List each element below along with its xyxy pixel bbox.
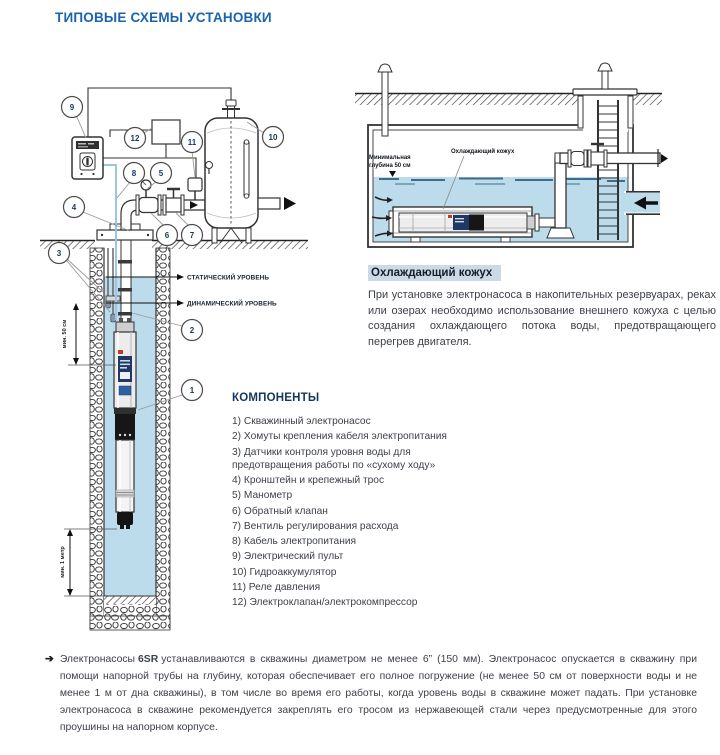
component-item: 9) Электрический пульт [232, 551, 344, 563]
callout-3 [49, 243, 70, 264]
component-item: 11) Реле давления [232, 581, 321, 593]
inlet-pipe [624, 191, 660, 215]
callout-4 [64, 197, 85, 218]
callout-5 [151, 163, 172, 184]
svg-text:12: 12 [130, 134, 140, 143]
shaft-cover [573, 89, 637, 95]
callout-11 [182, 132, 203, 153]
solenoid-box [152, 120, 180, 144]
callout-6 [157, 225, 178, 246]
callout-9 [62, 97, 83, 118]
reservoir-diagram [355, 60, 720, 260]
callout-2 [182, 320, 203, 341]
submersible-pump [114, 318, 136, 529]
vent-pipe-right [602, 71, 608, 89]
component-item: 1) Скважинный электронасос [232, 416, 371, 427]
svg-text:Минимальная: Минимальная [369, 155, 411, 161]
components-list [232, 415, 472, 609]
component-item: 6) Обратный клапан [232, 505, 328, 517]
component-item: 8) Кабель электропитания [232, 536, 357, 547]
pump-model: 6SR [138, 654, 159, 665]
cooling-section-heading: Охлаждающий кожух [368, 265, 501, 281]
callout-10 [263, 127, 284, 148]
svg-text:7: 7 [189, 231, 195, 240]
footer-note-text [60, 652, 697, 737]
check-valve [571, 152, 584, 166]
svg-text:СТАТИЧЕСКИЙ УРОВЕНЬ: СТАТИЧЕСКИЙ УРОВЕНЬ [187, 274, 270, 282]
svg-text:мин. 50 см: мин. 50 см [62, 319, 68, 349]
pressure-tank [205, 100, 258, 243]
component-item: 10) Гидроаккумулятор [232, 566, 337, 578]
pressure-gauge [141, 180, 151, 198]
component-item: 5) Манометр [232, 490, 293, 502]
component-item: 2) Хомуты крепления кабеля электропитания [232, 431, 447, 443]
component-item: 3) Датчики контроля уровня воды для предотвращения работы по «сухому ходу» [232, 446, 436, 471]
gate-valve [591, 152, 604, 165]
component-item: 12) Электроклапан/электрокомпрессор [232, 597, 418, 608]
dynamic-level-marker [106, 296, 120, 301]
component-item: 4) Кронштейн и крепежный трос [232, 475, 385, 486]
svg-text:3: 3 [56, 249, 62, 258]
svg-text:9: 9 [69, 103, 75, 112]
arrow-bullet-icon: ➔ [45, 653, 54, 665]
svg-text:ДИНАМИЧЕСКИЙ УРОВЕНЬ: ДИНАМИЧЕСКИЙ УРОВЕНЬ [187, 300, 277, 308]
control-panel [72, 137, 103, 179]
svg-text:1: 1 [189, 386, 195, 395]
component-item: 7) Вентиль регулирования расхода [232, 520, 399, 532]
callout-12 [125, 128, 146, 149]
callout-1 [182, 380, 203, 401]
cooling-jacket-section [368, 265, 716, 351]
vent-cap-right [598, 63, 612, 71]
level-sight-tube [244, 140, 249, 198]
svg-text:6: 6 [164, 231, 170, 240]
page-title: ТИПОВЫЕ СХЕМЫ УСТАНОВКИ [55, 10, 272, 25]
svg-text:8: 8 [131, 169, 137, 178]
regulating-valve [163, 189, 184, 215]
outlet-arrow [661, 154, 668, 163]
vent-cap-left [378, 64, 392, 72]
footer-lead: Электронасосы [59, 654, 136, 665]
cooling-section-body: При установке электронасоса в накопительных резервуарах, реках или озерах необходимо использование внешнего кожуха с целью создания охлаждающего потока воды, предотвращающего перегрев двигателя. [368, 289, 716, 349]
pump-red-mark [118, 350, 123, 354]
outlet-pipe [258, 198, 280, 209]
footer-body: устанавливаются в скважины диаметром не менее 6” (150 мм). Электронасос опускается в скважину при помощи напорной трубы на глубину, которая обеспечивает его полное погружение (не менее 50 см от поверхности воды и не менее 1 м от дна скважины), в том числе во время его работы, когда уровень воды в скважине может падать. При установке электронасоса в скважине рекомендуется закреплять его тросом из нержавеющей стали через предусмотренные для этого проушины на напорном корпусе. [59, 654, 697, 733]
components-section [232, 392, 472, 611]
check-valve [136, 195, 161, 215]
components-heading: КОМПОНЕНТЫ [232, 392, 320, 404]
footer-note [45, 652, 697, 737]
svg-text:11: 11 [187, 138, 197, 147]
svg-text:глубина 50 см: глубина 50 см [369, 163, 411, 169]
callout-8 [124, 163, 145, 184]
riser-pipe [121, 240, 131, 324]
svg-text:Охлаждающий кожух: Охлаждающий кожух [451, 149, 515, 155]
pressure-switch [188, 178, 202, 200]
callout-7 [182, 225, 203, 246]
svg-text:5: 5 [158, 169, 164, 178]
cooling-jacket-assembly [389, 207, 557, 242]
svg-text:4: 4 [71, 203, 77, 212]
svg-text:мин. 1 метр: мин. 1 метр [60, 546, 66, 578]
svg-text:2: 2 [189, 326, 195, 335]
svg-text:10: 10 [268, 133, 278, 142]
outlet-arrow [284, 197, 296, 210]
